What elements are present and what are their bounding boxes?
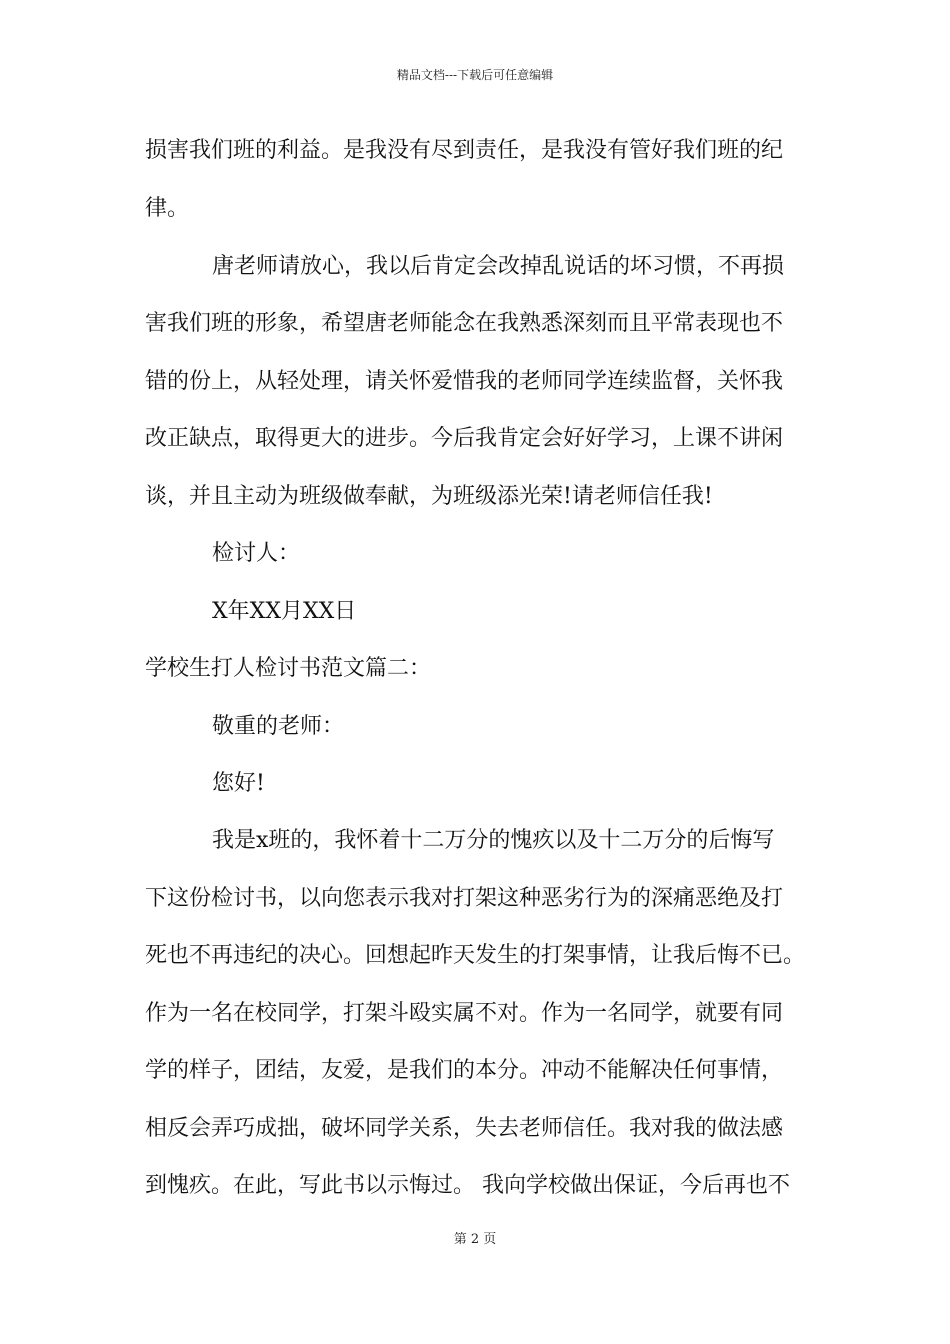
- body-line: 害我们班的形象，希望唐老师能念在我熟悉深刻而且平常表现也不: [145, 311, 784, 336]
- body-line: 我是x班的，我怀着十二万分的愧疚以及十二万分的后悔写: [212, 828, 775, 853]
- signature-label: 检讨人：: [212, 541, 301, 566]
- body-line: 死也不再违纪的决心。回想起昨天发生的打架事情，让我后悔不已。: [145, 943, 806, 968]
- body-line: 学的样子，团结，友爱，是我们的本分。冲动不能解决任何事情，: [145, 1058, 784, 1083]
- body-line: 作为一名在校同学，打架斗殴实属不对。作为一名同学，就要有同: [145, 1001, 784, 1026]
- body-line: 到愧疚。在此，写此书以示悔过。 我向学校做出保证，今后再也不: [145, 1173, 790, 1198]
- salutation: 敬重的老师：: [212, 714, 345, 739]
- body-line: 相反会弄巧成拙，破坏同学关系，失去老师信任。我对我的做法感: [145, 1116, 784, 1141]
- page-header: 精品文档---下载后可任意编辑: [396, 68, 554, 82]
- date-line: X年XX月XX日: [212, 599, 357, 624]
- body-line: 唐老师请放心，我以后肯定会改掉乱说话的坏习惯，不再损: [212, 254, 785, 279]
- body-line: 损害我们班的利益。是我没有尽到责任，是我没有管好我们班的纪: [145, 138, 784, 163]
- body-line: 律。: [145, 196, 190, 221]
- body-line: 改正缺点，取得更大的进步。今后我肯定会好好学习，上课不讲闲: [145, 426, 784, 451]
- body-line: 谈，并且主动为班级做奉献，为班级添光荣!请老师信任我!: [145, 484, 713, 509]
- body-line: 下这份检讨书，以向您表示我对打架这种恶劣行为的深痛恶绝及打: [145, 886, 784, 911]
- page-number: 第 2 页: [453, 1232, 497, 1247]
- greeting: 您好!: [212, 771, 265, 796]
- section-title: 学校生打人检讨书范文篇二：: [145, 656, 432, 681]
- body-line: 错的份上，从轻处理，请关怀爱惜我的老师同学连续监督，关怀我: [145, 369, 784, 394]
